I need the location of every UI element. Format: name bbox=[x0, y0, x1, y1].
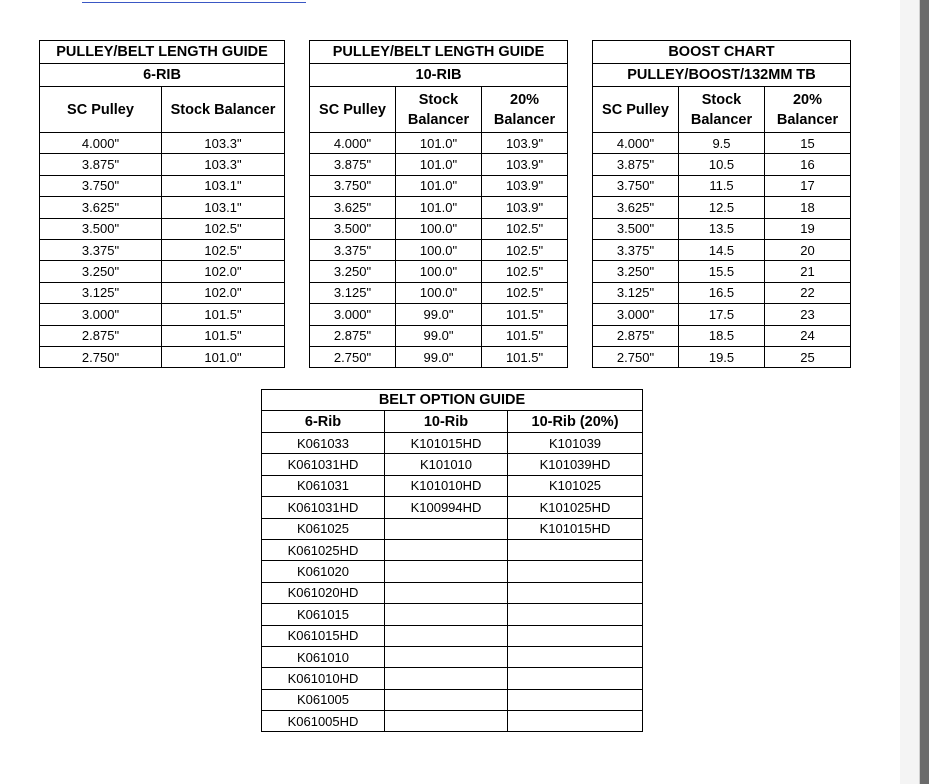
table-title: PULLEY/BELT LENGTH GUIDE bbox=[310, 41, 568, 64]
table-row bbox=[40, 346, 285, 367]
table-cell: K101025HD bbox=[508, 497, 643, 518]
table-cell: 101.5" bbox=[162, 304, 285, 325]
table-cell: K061005HD bbox=[262, 711, 385, 732]
table-row bbox=[593, 261, 851, 282]
table-row bbox=[262, 689, 643, 710]
table-row bbox=[262, 497, 643, 518]
table-cell: 2.875" bbox=[310, 325, 396, 346]
table-cell bbox=[508, 625, 643, 646]
table-cell: 3.250" bbox=[310, 261, 396, 282]
boost-chart-table bbox=[592, 40, 851, 368]
table-row bbox=[40, 197, 285, 218]
table-cell: 102.5" bbox=[482, 282, 568, 303]
window-scrollbar[interactable] bbox=[900, 0, 929, 784]
col-header-line: Balancer bbox=[407, 111, 470, 128]
table-cell: 103.9" bbox=[482, 154, 568, 175]
table-cell: 100.0" bbox=[396, 282, 482, 303]
table-cell: 101.5" bbox=[482, 346, 568, 367]
table-cell: 23 bbox=[765, 304, 851, 325]
table-cell: K061010HD bbox=[262, 668, 385, 689]
table-cell: 3.750" bbox=[593, 175, 679, 196]
table-cell: 15 bbox=[765, 133, 851, 154]
table-cell: 101.0" bbox=[396, 175, 482, 196]
table-cell bbox=[385, 539, 508, 560]
table-row bbox=[310, 218, 568, 239]
table-cell: 101.0" bbox=[396, 197, 482, 218]
table-row bbox=[310, 197, 568, 218]
table-cell: 2.875" bbox=[593, 325, 679, 346]
col-header-20pct-balancer bbox=[482, 87, 568, 133]
table-cell: K061020HD bbox=[262, 582, 385, 603]
table-cell: K061025HD bbox=[262, 539, 385, 560]
table-cell: K101039HD bbox=[508, 454, 643, 475]
table-row bbox=[310, 175, 568, 196]
table-cell: K101010 bbox=[385, 454, 508, 475]
table-cell: 102.5" bbox=[482, 218, 568, 239]
col-header-20pct-balancer bbox=[765, 87, 851, 133]
table-row bbox=[40, 239, 285, 260]
table-cell bbox=[385, 668, 508, 689]
top-link-underline[interactable] bbox=[82, 0, 306, 3]
table-row bbox=[593, 154, 851, 175]
table-cell: 101.5" bbox=[162, 325, 285, 346]
table-cell: 14.5 bbox=[679, 239, 765, 260]
table-cell: 103.9" bbox=[482, 197, 568, 218]
table-row bbox=[262, 646, 643, 667]
table-cell bbox=[385, 561, 508, 582]
table-row bbox=[310, 133, 568, 154]
table-row bbox=[593, 133, 851, 154]
table-row bbox=[262, 604, 643, 625]
table-cell: 101.5" bbox=[482, 325, 568, 346]
table-cell: 11.5 bbox=[679, 175, 765, 196]
table-row bbox=[262, 454, 643, 475]
belt-option-guide-table bbox=[261, 389, 643, 732]
table-cell: K061010 bbox=[262, 646, 385, 667]
table-cell: 12.5 bbox=[679, 197, 765, 218]
pulley-belt-10rib-table bbox=[309, 40, 568, 368]
table-row bbox=[310, 261, 568, 282]
table-cell: 102.5" bbox=[482, 239, 568, 260]
table-subtitle: 6-RIB bbox=[40, 64, 285, 87]
table-cell: 102.5" bbox=[162, 239, 285, 260]
col-header-stock-balancer bbox=[396, 87, 482, 133]
table-cell: 9.5 bbox=[679, 133, 765, 154]
table-cell bbox=[385, 646, 508, 667]
table-cell: 3.125" bbox=[310, 282, 396, 303]
table-cell: 15.5 bbox=[679, 261, 765, 282]
table-row bbox=[262, 518, 643, 539]
table-cell bbox=[508, 582, 643, 603]
table-cell: 103.1" bbox=[162, 175, 285, 196]
table-cell bbox=[508, 668, 643, 689]
col-header-line: 20% bbox=[792, 91, 823, 108]
table-cell: 3.375" bbox=[310, 239, 396, 260]
table-cell bbox=[508, 561, 643, 582]
table-cell: 3.750" bbox=[40, 175, 162, 196]
table-cell: 10.5 bbox=[679, 154, 765, 175]
table-cell: K061031HD bbox=[262, 454, 385, 475]
table-cell: K101039 bbox=[508, 433, 643, 454]
table-row bbox=[40, 133, 285, 154]
table-cell: 2.750" bbox=[310, 346, 396, 367]
table-row bbox=[593, 197, 851, 218]
table-cell: 2.875" bbox=[40, 325, 162, 346]
table-cell: 101.5" bbox=[482, 304, 568, 325]
table-cell: 3.625" bbox=[593, 197, 679, 218]
table-cell: 16 bbox=[765, 154, 851, 175]
page-edge bbox=[900, 0, 920, 784]
table-cell: 99.0" bbox=[396, 346, 482, 367]
col-header-6rib: 6-Rib bbox=[262, 411, 385, 433]
table-cell: 3.375" bbox=[40, 239, 162, 260]
table-cell bbox=[385, 689, 508, 710]
table-cell: 24 bbox=[765, 325, 851, 346]
table-cell: 3.375" bbox=[593, 239, 679, 260]
table-cell bbox=[508, 711, 643, 732]
table-cell: 16.5 bbox=[679, 282, 765, 303]
table-cell: K101010HD bbox=[385, 475, 508, 496]
table-cell: K061015HD bbox=[262, 625, 385, 646]
table-cell: 100.0" bbox=[396, 218, 482, 239]
table-cell: 19.5 bbox=[679, 346, 765, 367]
table-cell: 4.000" bbox=[593, 133, 679, 154]
table-cell: 3.000" bbox=[40, 304, 162, 325]
table-cell: K061033 bbox=[262, 433, 385, 454]
col-header-10rib: 10-Rib bbox=[385, 411, 508, 433]
table-cell: 100.0" bbox=[396, 239, 482, 260]
table-cell: 103.3" bbox=[162, 133, 285, 154]
table-subtitle: 10-RIB bbox=[310, 64, 568, 87]
table-row bbox=[40, 325, 285, 346]
table-cell: 13.5 bbox=[679, 218, 765, 239]
table-cell: K101025 bbox=[508, 475, 643, 496]
col-header-sc-pulley: SC Pulley bbox=[593, 87, 679, 133]
table-cell: 102.0" bbox=[162, 261, 285, 282]
table-row bbox=[593, 304, 851, 325]
table-row bbox=[310, 154, 568, 175]
table-cell bbox=[385, 625, 508, 646]
table-row bbox=[593, 346, 851, 367]
table-cell: 3.875" bbox=[40, 154, 162, 175]
table-cell: 3.250" bbox=[593, 261, 679, 282]
table-row bbox=[262, 711, 643, 732]
table-cell: 3.000" bbox=[310, 304, 396, 325]
table-cell: 3.500" bbox=[310, 218, 396, 239]
col-header-stock-balancer bbox=[679, 87, 765, 133]
table-cell: 103.1" bbox=[162, 197, 285, 218]
table-cell: 4.000" bbox=[40, 133, 162, 154]
table-cell bbox=[508, 689, 643, 710]
table-cell: 3.625" bbox=[310, 197, 396, 218]
table-cell: 99.0" bbox=[396, 325, 482, 346]
table-row bbox=[40, 154, 285, 175]
table-cell: 3.125" bbox=[593, 282, 679, 303]
table-row bbox=[593, 218, 851, 239]
table-cell: 3.750" bbox=[310, 175, 396, 196]
table-cell: 102.5" bbox=[482, 261, 568, 282]
table-cell: 103.9" bbox=[482, 133, 568, 154]
table-row bbox=[310, 325, 568, 346]
table-cell: K061031 bbox=[262, 475, 385, 496]
table-cell: K101015HD bbox=[508, 518, 643, 539]
col-header-line: Balancer bbox=[690, 111, 753, 128]
table-row bbox=[593, 239, 851, 260]
col-header-line: Stock bbox=[701, 91, 742, 108]
table-cell: 103.9" bbox=[482, 175, 568, 196]
table-cell: 3.875" bbox=[310, 154, 396, 175]
col-header-line: Balancer bbox=[493, 111, 556, 128]
table-row bbox=[593, 282, 851, 303]
table-cell: K061015 bbox=[262, 604, 385, 625]
table-row bbox=[262, 433, 643, 454]
table-cell: 2.750" bbox=[593, 346, 679, 367]
table-row bbox=[40, 282, 285, 303]
table-cell: K061020 bbox=[262, 561, 385, 582]
table-cell: 3.500" bbox=[40, 218, 162, 239]
table-cell: 2.750" bbox=[40, 346, 162, 367]
table-row bbox=[310, 304, 568, 325]
table-cell bbox=[508, 646, 643, 667]
table-cell: 3.000" bbox=[593, 304, 679, 325]
table-cell: 100.0" bbox=[396, 261, 482, 282]
col-header-stock-balancer: Stock Balancer bbox=[162, 87, 285, 133]
table-row bbox=[262, 668, 643, 689]
table-cell: K061005 bbox=[262, 689, 385, 710]
table-title: BELT OPTION GUIDE bbox=[262, 390, 643, 411]
col-header-line: Balancer bbox=[776, 111, 839, 128]
table-row bbox=[262, 475, 643, 496]
table-cell: 102.0" bbox=[162, 282, 285, 303]
col-header-sc-pulley: SC Pulley bbox=[310, 87, 396, 133]
table-row bbox=[593, 175, 851, 196]
table-row bbox=[310, 282, 568, 303]
table-cell: 3.500" bbox=[593, 218, 679, 239]
col-header-10rib-20pct: 10-Rib (20%) bbox=[508, 411, 643, 433]
table-cell bbox=[508, 604, 643, 625]
table-cell: 101.0" bbox=[162, 346, 285, 367]
table-cell bbox=[385, 711, 508, 732]
col-header-sc-pulley: SC Pulley bbox=[40, 87, 162, 133]
table-row bbox=[40, 175, 285, 196]
table-row bbox=[40, 218, 285, 239]
table-cell bbox=[508, 539, 643, 560]
table-cell: 3.625" bbox=[40, 197, 162, 218]
table-row bbox=[262, 582, 643, 603]
table-row bbox=[40, 304, 285, 325]
table-row bbox=[262, 561, 643, 582]
pulley-belt-6rib-table bbox=[39, 40, 285, 368]
table-title: PULLEY/BELT LENGTH GUIDE bbox=[40, 41, 285, 64]
table-cell: K061025 bbox=[262, 518, 385, 539]
table-cell: 20 bbox=[765, 239, 851, 260]
table-cell: K100994HD bbox=[385, 497, 508, 518]
table-cell bbox=[385, 604, 508, 625]
table-cell: 21 bbox=[765, 261, 851, 282]
table-cell: 25 bbox=[765, 346, 851, 367]
table-subtitle: PULLEY/BOOST/132MM TB bbox=[593, 64, 851, 87]
table-cell bbox=[385, 582, 508, 603]
table-cell: 3.875" bbox=[593, 154, 679, 175]
col-header-line: 20% bbox=[510, 91, 540, 108]
table-cell: 22 bbox=[765, 282, 851, 303]
table-cell: 102.5" bbox=[162, 218, 285, 239]
table-row bbox=[310, 346, 568, 367]
table-cell: 17 bbox=[765, 175, 851, 196]
table-cell: 99.0" bbox=[396, 304, 482, 325]
table-cell: 18.5 bbox=[679, 325, 765, 346]
table-cell: 101.0" bbox=[396, 154, 482, 175]
table-cell: 3.250" bbox=[40, 261, 162, 282]
table-cell: 4.000" bbox=[310, 133, 396, 154]
table-cell: 3.125" bbox=[40, 282, 162, 303]
col-header-line: Stock bbox=[418, 91, 459, 108]
table-row bbox=[310, 239, 568, 260]
table-row bbox=[262, 625, 643, 646]
table-cell: 19 bbox=[765, 218, 851, 239]
table-cell: 103.3" bbox=[162, 154, 285, 175]
table-row bbox=[262, 539, 643, 560]
table-cell: 101.0" bbox=[396, 133, 482, 154]
table-cell: 18 bbox=[765, 197, 851, 218]
table-title: BOOST CHART bbox=[593, 41, 851, 64]
table-cell: 17.5 bbox=[679, 304, 765, 325]
table-cell bbox=[385, 518, 508, 539]
table-row bbox=[593, 325, 851, 346]
table-cell: K101015HD bbox=[385, 433, 508, 454]
table-row bbox=[40, 261, 285, 282]
table-cell: K061031HD bbox=[262, 497, 385, 518]
